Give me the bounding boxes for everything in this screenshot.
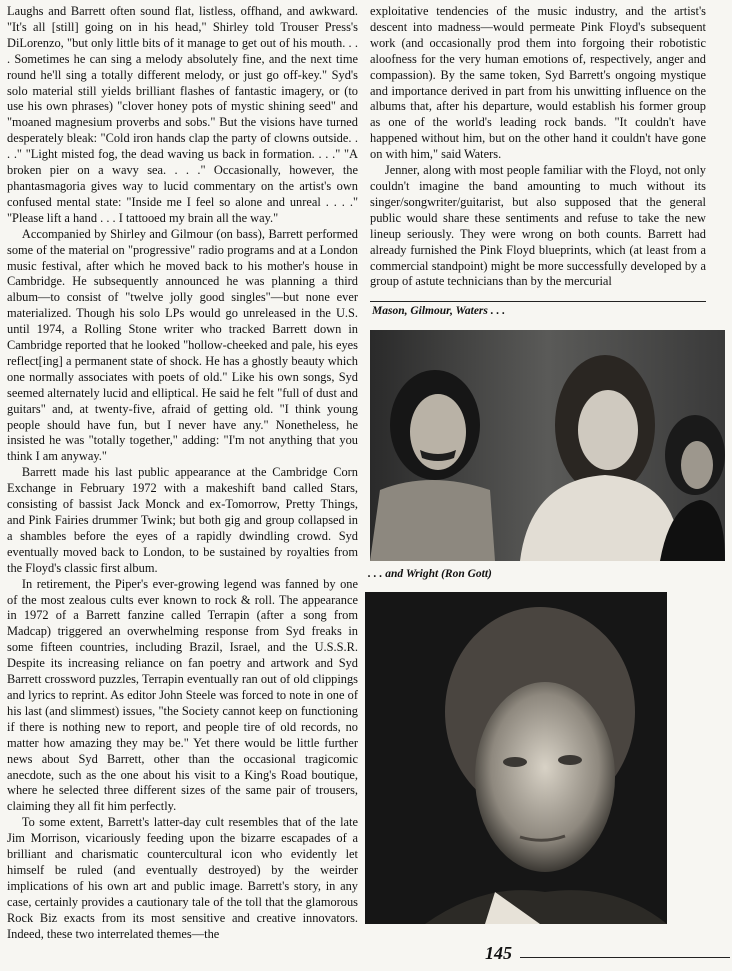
paragraph: Laughs and Barrett often sound flat, listless, offhand, and awkward. "It's all [still] going on in his head," Shirley told Trouser Press's DiLorenzo, "but only little bits of it manage to get out of his mouth. . . . Sometimes he can sing a melody absolutely fine, and the next time round he'll sing a totally different melody, or just go off-key." Syd's solo material still yields brilliant flashes of fantastic imagery, or (to use his own phrases) "clover honey pots of mystic shining seed" and "moaned magnesium proverbs and sobs." But the visions have turned desperately bleak: "Cold iron hands clap the party of clowns outside. . . ." "Light misted fog, the dead waving us back in formation. . . ." "A broken pier on a wavy sea. . . ." Occasionally, however, the phantasmagoria gives way to lucid commentary on the artist's own confused mental state: "Inside me I feel so alone and unreal . . . ." "Please lift a hand . . . I tattooed my brain all the way." (7, 4, 358, 225)
paragraph: Barrett made his last public appearance at the Cambridge Corn Exchange in February 1972 with a makeshift band called Stars, consisting of bassist Jack Monck and ex-Tomorrow, Pretty Things, and Pink Fairies drummer Twink; but both gig and group collapsed in a shambles before the eyes of a rapidly dwindling crowd. Syd eventually moved back to London, to be sustained by royalties from the Floyd's classic first album. (7, 465, 358, 575)
footer-rule (520, 957, 730, 958)
right-text-column (370, 4, 706, 290)
portrait-photo (365, 592, 667, 924)
paragraph: To some extent, Barrett's latter-day cult resembles that of the late Jim Morrison, vicariously feeding upon the bizarre escapades of a brilliant and charismatic countercultural icon who evidently let himself be ruled (and eventually destroyed) by the weirder implications of his own art and public image. Barrett's story, in any case, certainly provides a cautionary tale of the toll that the glamorous Rock Biz exacts from its most sensitive and creative innovators. Indeed, these two interrelated themes—the (7, 815, 358, 941)
paragraph: Accompanied by Shirley and Gilmour (on bass), Barrett performed some of the material on "progressive" radio programs and at a London music festival, after which he moved back to his mother's house in Cambridge. He subsequently announced he was planning a third album—to consist of "twelve jolly good singles"—but none ever materialized. Though his solo LPs would go unreleased in the U.S. until 1974, a Rolling Stone writer who tracked Barrett down in Cambridge reported that he looked "hollow-cheeked and pale, his eyes reflect[ing] a permanent state of shock. He has a ghostly beauty which one normally associates with poets of old." Like his own songs, Syd seemed alternately lucid and elliptical. He said he felt "full of dust and guitars" and, at twenty-five, afraid of getting old. "I think young people should have fun, but I never have any." Nonetheless, he insisted he was "totally together," adding: "I'm not anything that you think I am anyway." (7, 226, 358, 464)
section-divider (370, 301, 706, 302)
band-photo (370, 330, 725, 561)
photo-caption-bottom: . . . and Wright (Ron Gott) (368, 568, 492, 580)
paragraph: In retirement, the Piper's ever-growing legend was fanned by one of the most zealous cults ever known to rock & roll. The appearance in 1972 of a Barrett fanzine called Terrapin (after a song from Madcap) triggered an overwhelming response from Syd freaks in some fifteen countries, including Brazil, Israel, and the U.S.S.R. Despite its increasing reliance on fan poetry and artwork and Syd Barrett crossword puzzles, Terrapin eventually ran out of old clippings and lyrics to reprint. As editor John Steele was forced to note in one of his last (and slimmest) issues, "the Society cannot keep on functioning if there is nothing new to report, and people tire of old records, no matter how amazing they may be." Yet there would be little further news about Syd Barrett, other than the occasional tragicomic anecdote, such as the one about his visit to a King's Road boutique, where he selected three different sizes of the same pair of trousers, claiming they all fit him perfectly. (7, 576, 358, 814)
paragraph: exploitative tendencies of the music industry, and the artist's descent into madness—would permeate Pink Floyd's subsequent work (and occasionally prod them into forgoing their robotistic aloofness for the very human emotions of, respectively, anger and compassion). By the same token, Syd Barrett's ongoing mystique and importance derived in part from his unwitting influence on the albums that, after his departure, would establish his former group as one of the world's leading rock bands. "It couldn't have happened without him, but on the other hand it couldn't have gone on with him," said Waters. (370, 4, 706, 162)
paragraph: Jenner, along with most people familiar with the Floyd, not only couldn't imagine the band amounting to much without its singer/songwriter/guitarist, but also supposed that the general public would share these sentiments and refuse to take the new lineup seriously. They were wrong on both counts. Barrett had already furnished the Pink Floyd blueprints, which (at least from a commercial standpoint) might be more successfully developed by a group of astute technicians than by the mercurial (370, 163, 706, 289)
band-photo-image (370, 330, 725, 561)
photo-caption-top: Mason, Gilmour, Waters . . . (372, 305, 506, 317)
page-number: 145 (485, 943, 512, 963)
portrait-photo-image (365, 592, 667, 924)
left-text-column (7, 4, 358, 942)
